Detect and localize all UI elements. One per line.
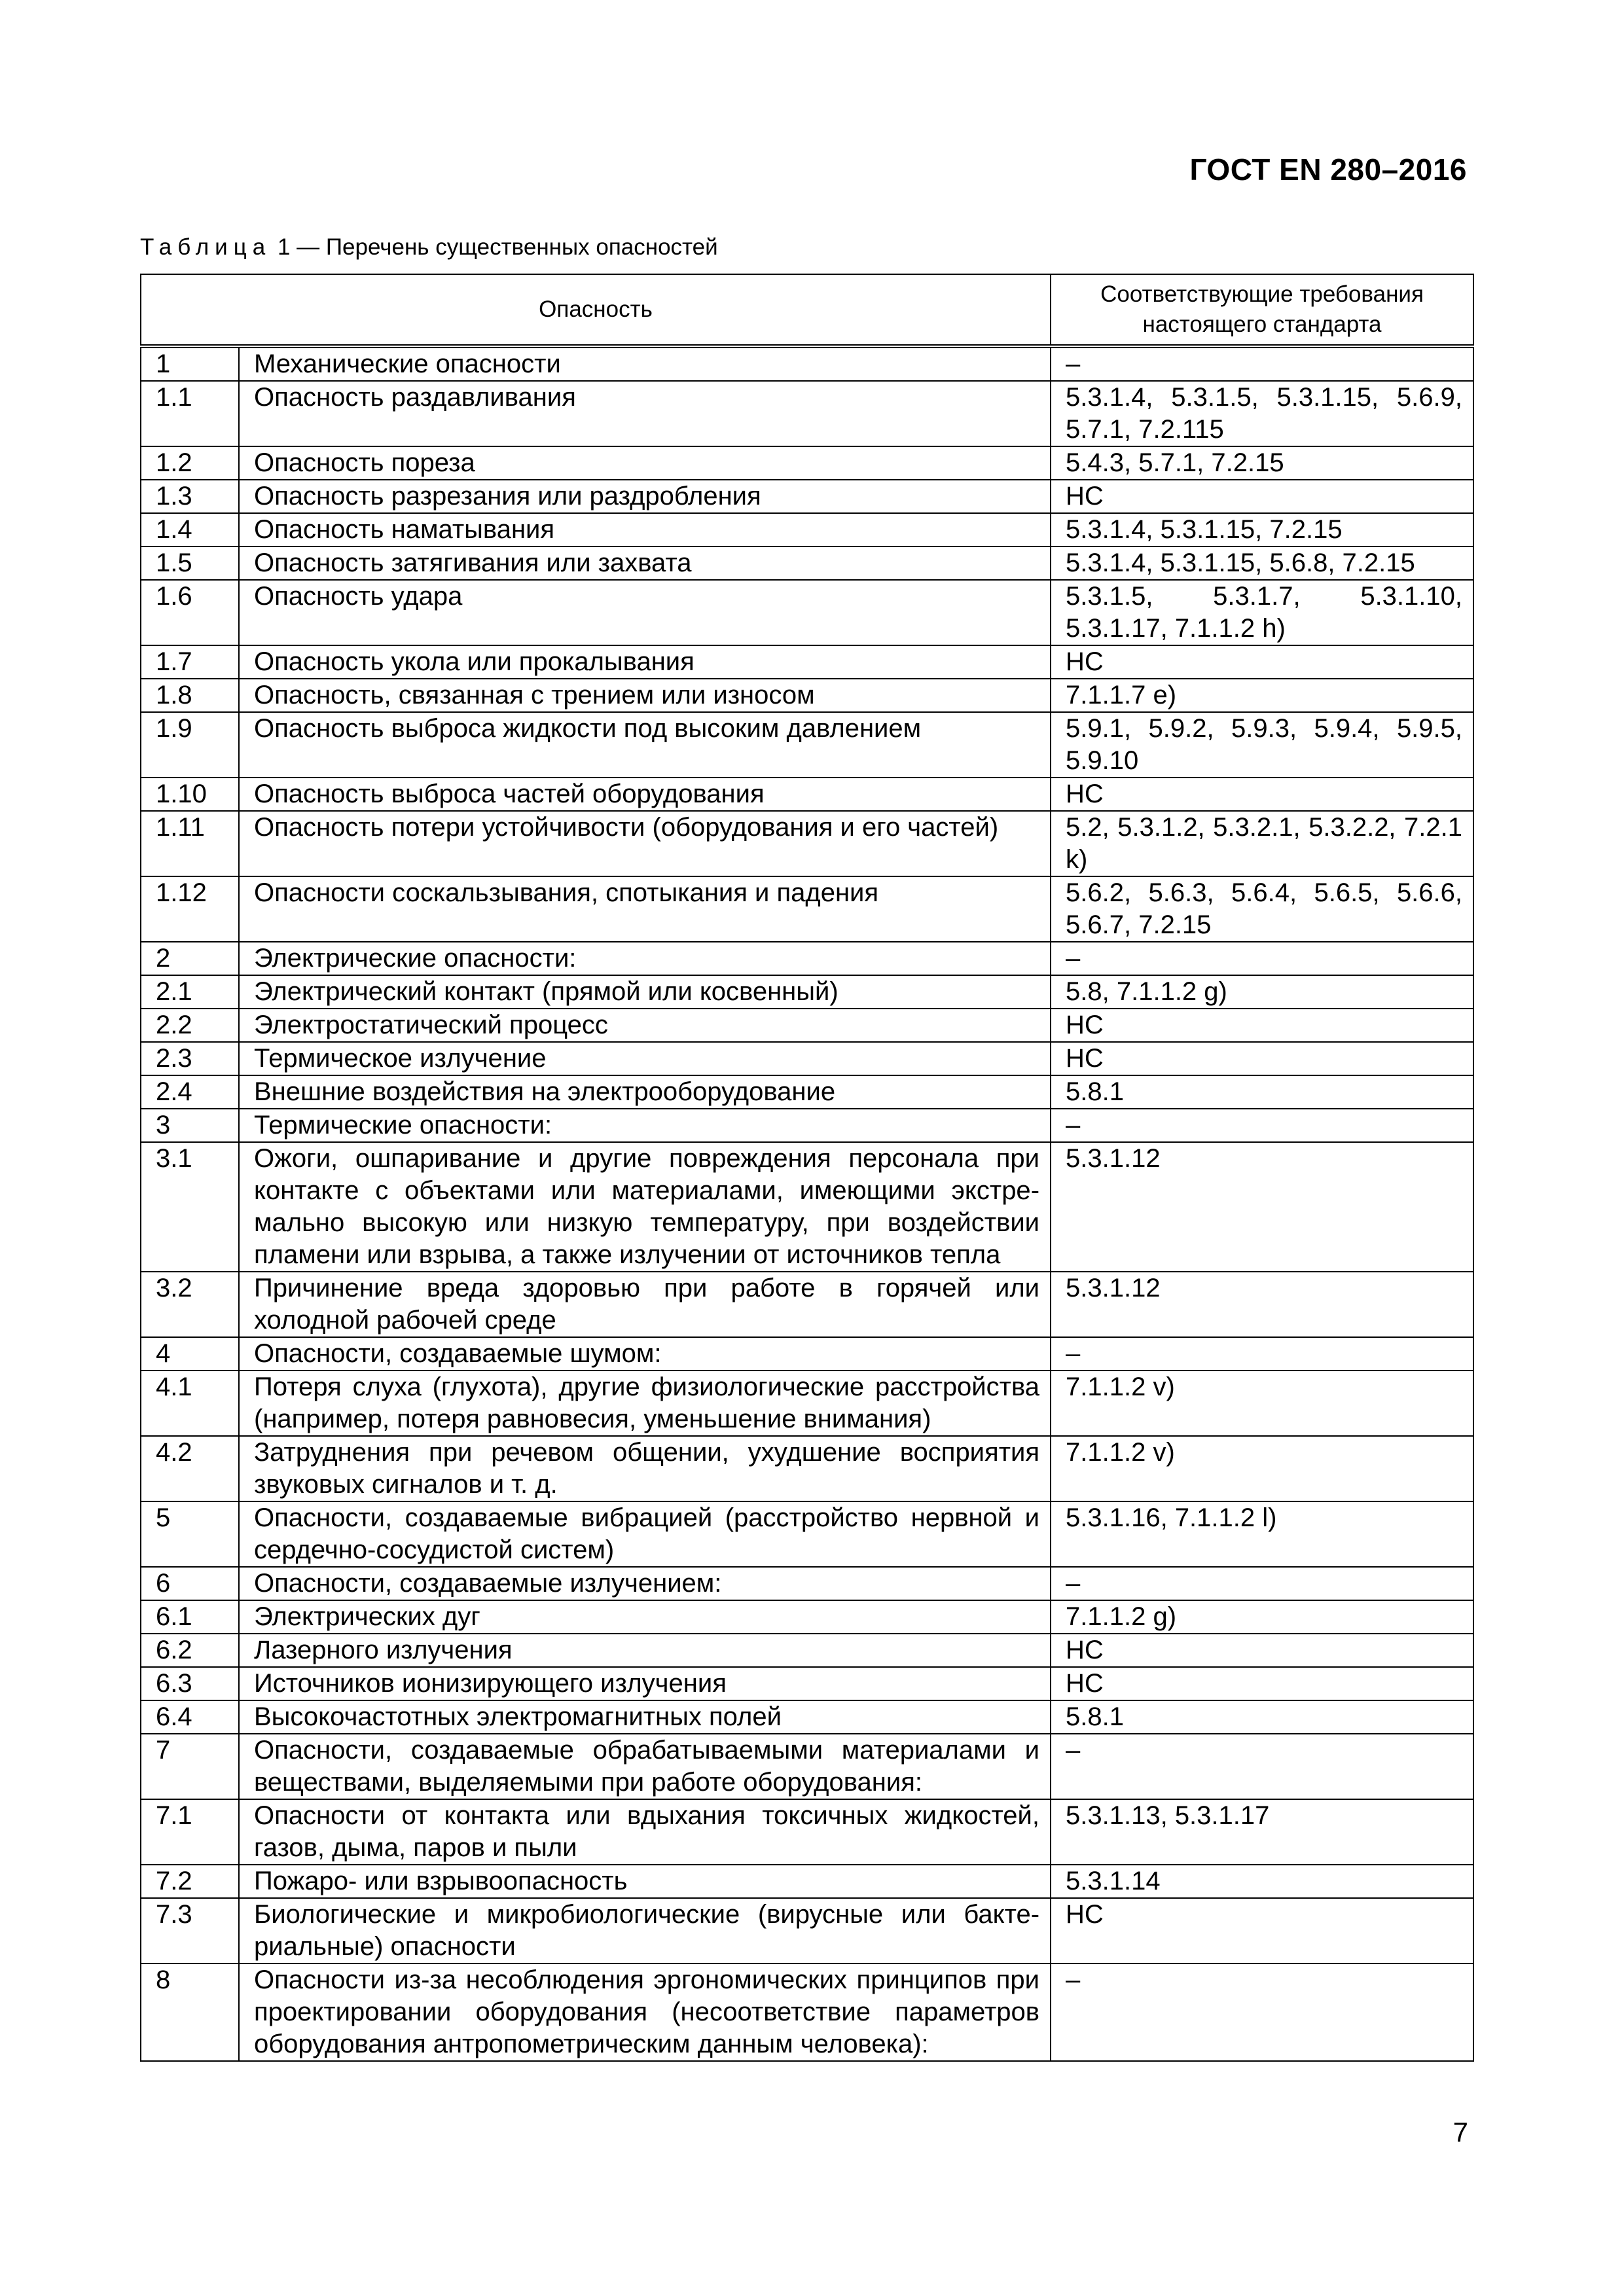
requirements-cell: 5.4.3, 5.7.1, 7.2.15 [1051, 446, 1473, 480]
hazard-cell: Опасность потери устойчивости (оборудования и его частей) [239, 811, 1051, 876]
table-row [141, 1042, 1473, 1075]
row-number: 1.12 [141, 876, 239, 942]
row-number: 1.2 [141, 446, 239, 480]
row-number: 7.2 [141, 1865, 239, 1898]
table-row [141, 1075, 1473, 1109]
column-header-hazard: Опасность [141, 274, 1051, 346]
requirements-cell: 5.3.1.12 [1051, 1272, 1473, 1337]
table-row [141, 480, 1473, 513]
requirements-cell: 5.8, 7.1.1.2 g) [1051, 975, 1473, 1009]
row-number: 3 [141, 1109, 239, 1142]
row-number: 7.3 [141, 1898, 239, 1964]
row-number: 2.2 [141, 1009, 239, 1042]
row-number: 1.1 [141, 381, 239, 446]
table-row [141, 1436, 1473, 1501]
table-row [141, 446, 1473, 480]
hazard-cell: Опасности от контакта или вдыхания токсичных жидкостей, газов, дыма, паров и пыли [239, 1799, 1051, 1865]
hazard-cell: Электрических дуг [239, 1600, 1051, 1634]
table-row [141, 1898, 1473, 1964]
table-row [141, 1799, 1473, 1865]
table-row [141, 1700, 1473, 1734]
hazard-cell: Опасности из-за несоблюдения эргономических принципов при проектировании оборудования (несоответствие параметров оборудования антропометрическим данным человека): [239, 1964, 1051, 2061]
requirements-cell: 5.3.1.13, 5.3.1.17 [1051, 1799, 1473, 1865]
hazard-cell: Причинение вреда здоровью при работе в горячей или холодной рабочей среде [239, 1272, 1051, 1337]
hazard-cell: Опасности, создаваемые шумом: [239, 1337, 1051, 1371]
table-row [141, 942, 1473, 975]
hazard-cell: Источников ионизирующего излучения [239, 1667, 1051, 1700]
table-row [141, 1501, 1473, 1567]
table-row [141, 346, 1473, 381]
hazard-cell: Лазерного излучения [239, 1634, 1051, 1667]
requirements-cell: 7.1.1.2 g) [1051, 1600, 1473, 1634]
requirements-cell: 5.3.1.12 [1051, 1142, 1473, 1272]
table-header-row [141, 274, 1473, 346]
row-number: 4 [141, 1337, 239, 1371]
table-row [141, 712, 1473, 778]
table-row [141, 547, 1473, 580]
requirements-cell: – [1051, 1567, 1473, 1600]
hazard-cell: Опасности, создаваемые вибрацией (расстройство нервной и сердечно-сосудистой систем) [239, 1501, 1051, 1567]
row-number: 2.4 [141, 1075, 239, 1109]
row-number: 3.2 [141, 1272, 239, 1337]
requirements-cell: 5.8.1 [1051, 1700, 1473, 1734]
row-number: 1.6 [141, 580, 239, 645]
row-number: 2.3 [141, 1042, 239, 1075]
table-row [141, 811, 1473, 876]
table-row [141, 1634, 1473, 1667]
hazard-cell: Потеря слуха (глухота), другие физиологические расстройства (например, потеря равновесия, уменьшение внимания) [239, 1371, 1051, 1436]
requirements-cell: 5.3.1.4, 5.3.1.15, 7.2.15 [1051, 513, 1473, 547]
table-row [141, 679, 1473, 712]
requirements-cell: 5.3.1.16, 7.1.1.2 l) [1051, 1501, 1473, 1567]
requirements-cell: НС [1051, 1042, 1473, 1075]
hazard-cell: Опасности, создаваемые обрабатываемыми материалами и веществами, выделяемыми при работе оборудования: [239, 1734, 1051, 1799]
requirements-cell: 5.3.1.4, 5.3.1.15, 5.6.8, 7.2.15 [1051, 547, 1473, 580]
table-row [141, 1734, 1473, 1799]
requirements-cell: – [1051, 942, 1473, 975]
requirements-cell: 5.3.1.5, 5.3.1.7, 5.3.1.10, 5.3.1.17, 7.1.1.2 h) [1051, 580, 1473, 645]
column-header-requirements: Соответствующие требования настоящего стандарта [1051, 274, 1473, 346]
hazard-cell: Механические опасности [239, 346, 1051, 381]
table-caption [140, 234, 718, 260]
requirements-cell: НС [1051, 1634, 1473, 1667]
table-row [141, 876, 1473, 942]
hazards-table [140, 274, 1474, 2062]
row-number: 1.9 [141, 712, 239, 778]
table-row [141, 1109, 1473, 1142]
table-row [141, 975, 1473, 1009]
table-row [141, 1009, 1473, 1042]
hazard-cell: Опасности соскальзывания, спотыкания и падения [239, 876, 1051, 942]
table-row [141, 1964, 1473, 2061]
hazard-cell: Опасность выброса частей оборудования [239, 778, 1051, 811]
hazard-cell: Биологические и микробиологические (вирусные или бактериальные) опасности [239, 1898, 1051, 1964]
hazard-cell: Опасности, создаваемые излучением: [239, 1567, 1051, 1600]
table-row [141, 381, 1473, 446]
table-row [141, 1337, 1473, 1371]
table-row [141, 1371, 1473, 1436]
hazard-cell: Высокочастотных электромагнитных полей [239, 1700, 1051, 1734]
row-number: 1.4 [141, 513, 239, 547]
requirements-cell: – [1051, 1337, 1473, 1371]
hazard-cell: Внешние воздействия на электрооборудование [239, 1075, 1051, 1109]
hazard-cell: Опасность выброса жидкости под высоким давлением [239, 712, 1051, 778]
row-number: 6.1 [141, 1600, 239, 1634]
requirements-cell: 5.3.1.14 [1051, 1865, 1473, 1898]
row-number: 2 [141, 942, 239, 975]
hazard-cell: Опасность раздавливания [239, 381, 1051, 446]
hazard-cell: Опасность удара [239, 580, 1051, 645]
row-number: 1.5 [141, 547, 239, 580]
table-row [141, 1272, 1473, 1337]
requirements-cell: – [1051, 346, 1473, 381]
table-body [141, 346, 1473, 2061]
requirements-cell: НС [1051, 778, 1473, 811]
row-number: 4.2 [141, 1436, 239, 1501]
hazard-cell: Электрический контакт (прямой или косвенный) [239, 975, 1051, 1009]
table-row [141, 1600, 1473, 1634]
row-number: 1.8 [141, 679, 239, 712]
requirements-cell: 5.9.1, 5.9.2, 5.9.3, 5.9.4, 5.9.5, 5.9.10 [1051, 712, 1473, 778]
row-number: 2.1 [141, 975, 239, 1009]
row-number: 1.7 [141, 645, 239, 679]
row-number: 6.4 [141, 1700, 239, 1734]
row-number: 3.1 [141, 1142, 239, 1272]
hazard-cell: Термические опасности: [239, 1109, 1051, 1142]
row-number: 6 [141, 1567, 239, 1600]
requirements-cell: – [1051, 1109, 1473, 1142]
hazard-cell: Опасность наматывания [239, 513, 1051, 547]
hazard-cell: Электрические опасности: [239, 942, 1051, 975]
requirements-cell: НС [1051, 645, 1473, 679]
row-number: 5 [141, 1501, 239, 1567]
table-row [141, 778, 1473, 811]
requirements-cell: 5.3.1.4, 5.3.1.5, 5.3.1.15, 5.6.9, 5.7.1, 7.2.115 [1051, 381, 1473, 446]
hazard-cell: Пожаро- или взрывоопасность [239, 1865, 1051, 1898]
table-row [141, 513, 1473, 547]
table-row [141, 1567, 1473, 1600]
table-row [141, 1667, 1473, 1700]
hazard-cell: Термическое излучение [239, 1042, 1051, 1075]
requirements-cell: 7.1.1.2 v) [1051, 1436, 1473, 1501]
requirements-cell: НС [1051, 480, 1473, 513]
requirements-cell: 5.6.2, 5.6.3, 5.6.4, 5.6.5, 5.6.6, 5.6.7, 7.2.15 [1051, 876, 1473, 942]
hazard-cell: Ожоги, ошпаривание и другие повреждения персонала при контакте с объектами или материалами, имеющими экстремально высокую или низкую температуру, при воздействии пламени или взрыва, а также излучении от источников тепла [239, 1142, 1051, 1272]
row-number: 8 [141, 1964, 239, 2061]
requirements-cell: 5.2, 5.3.1.2, 5.3.2.1, 5.3.2.2, 7.2.1 k) [1051, 811, 1473, 876]
requirements-cell: 7.1.1.2 v) [1051, 1371, 1473, 1436]
row-number: 7.1 [141, 1799, 239, 1865]
row-number: 7 [141, 1734, 239, 1799]
requirements-cell: – [1051, 1734, 1473, 1799]
table-row [141, 580, 1473, 645]
table-caption-title: 1 — Перечень существенных опасностей [271, 234, 718, 260]
requirements-cell: 5.8.1 [1051, 1075, 1473, 1109]
hazard-cell: Опасность разрезания или раздробления [239, 480, 1051, 513]
requirements-cell: – [1051, 1964, 1473, 2061]
row-number: 1.3 [141, 480, 239, 513]
row-number: 1 [141, 346, 239, 381]
table-row [141, 1142, 1473, 1272]
row-number: 4.1 [141, 1371, 239, 1436]
table-row [141, 645, 1473, 679]
hazard-cell: Затруднения при речевом общении, ухудшение восприятия звуковых сигналов и т. д. [239, 1436, 1051, 1501]
hazard-cell: Опасность, связанная с трением или износом [239, 679, 1051, 712]
row-number: 1.11 [141, 811, 239, 876]
requirements-cell: 7.1.1.7 e) [1051, 679, 1473, 712]
requirements-cell: НС [1051, 1667, 1473, 1700]
hazard-cell: Опасность затягивания или захвата [239, 547, 1051, 580]
page-number: 7 [1453, 2117, 1468, 2147]
hazard-cell: Опасность пореза [239, 446, 1051, 480]
row-number: 6.2 [141, 1634, 239, 1667]
row-number: 6.3 [141, 1667, 239, 1700]
table-caption-label: Таблица [140, 234, 272, 260]
row-number: 1.10 [141, 778, 239, 811]
hazard-cell: Опасность укола или прокалывания [239, 645, 1051, 679]
requirements-cell: НС [1051, 1009, 1473, 1042]
requirements-cell: НС [1051, 1898, 1473, 1964]
hazard-cell: Электростатический процесс [239, 1009, 1051, 1042]
table-row [141, 1865, 1473, 1898]
document-code: ГОСТ EN 280–2016 [1189, 152, 1467, 187]
